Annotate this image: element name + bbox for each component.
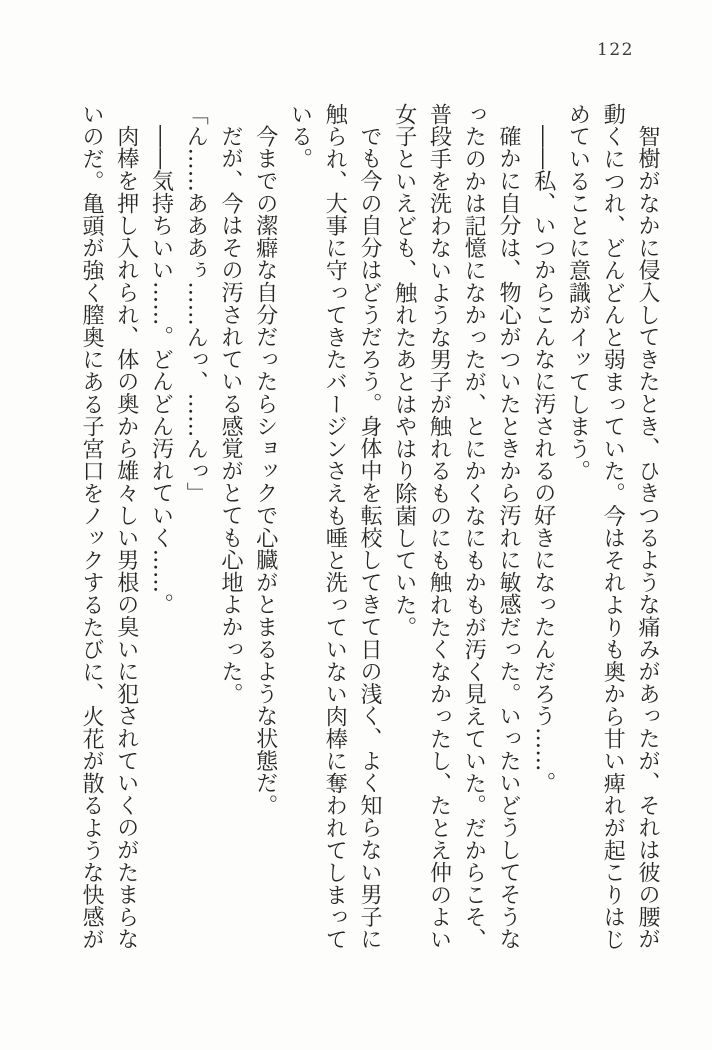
paragraph-narration-5: だが、今はその汚されている感覚がとても心地よかった。 [218, 125, 243, 705]
paragraph-dialogue-1: 「ん……あああぅ……んっ、……んっ」 [183, 103, 209, 505]
paragraph-narration-2: 確かに自分は、物心がついたときから汚れに敏感だった。いったいどうしてそうなったのかは記憶になかったが、とにかくなにもかもが汚く見えていた。だからこそ、普段手を洗わないような男子が触れるものにも触れたくなかったし、たとえ仲のよい女子といえども、触れたあとはやはり除菌していた。 [391, 103, 521, 951]
paragraph-narration-4: 今までの潔癖な自分だったらショックで心臓がとまるような状態だ。 [252, 125, 278, 817]
paragraph-monologue-1: ――私、いつからこんなに汚されるの好きになったんだろう……。 [530, 125, 556, 794]
paragraph-monologue-2: ――気持ちいい……。どんどん汚れていく……。 [148, 125, 174, 616]
paragraph-narration-6: 肉棒を押し入れられ、体の奥から雄々しい男根の臭いに犯されていくのがたまらないのだ。亀頭が強く膣奥にある子宮口をノックするたびに、火花が散るような快感が [79, 103, 139, 951]
page-number: 122 [597, 40, 634, 60]
paragraph-narration-1: 智樹がなかに侵入してきたとき、ひきつるような痛みがあったが、それは彼の腰が動くにつれ、どんどんと弱まっていた。今はそれよりも奥から甘い痺れが起こりはじめていることに意識がイッてしまう。 [565, 103, 660, 951]
paragraph-narration-3: でも今の自分はどうだろう。身体中を転校してきて日の浅く、よく知らない男子に触られ、大事に守ってきたバージンさえも唾と洗っていない肉棒に奪われてしまっている。 [287, 103, 382, 951]
body-text [73, 103, 664, 951]
